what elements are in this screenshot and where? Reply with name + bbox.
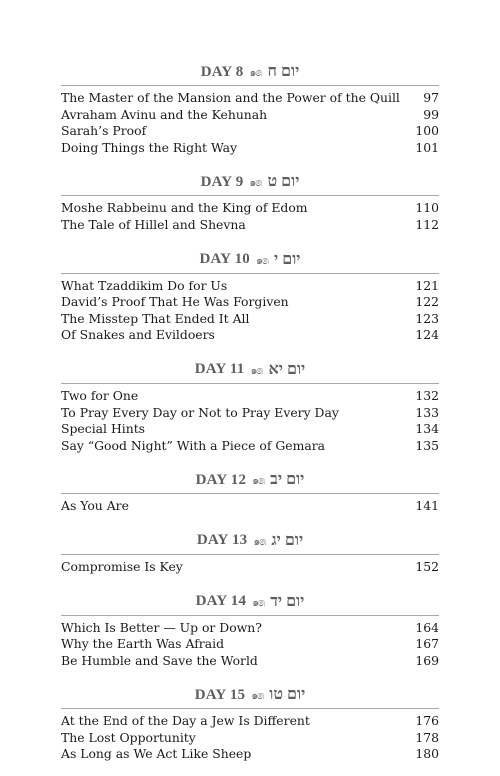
page-number: 176 [415, 713, 439, 729]
day-section [61, 467, 439, 515]
page-number: 132 [415, 387, 439, 403]
day-section [61, 59, 439, 156]
entry-title: As Long as We Act Like Sheep [61, 746, 252, 762]
page-number: 141 [415, 498, 439, 514]
day-section [61, 357, 439, 454]
toc-entry[interactable] [61, 217, 439, 234]
toc-entry[interactable] [61, 498, 439, 515]
day-label: DAY 14 [195, 593, 247, 609]
day-section [61, 169, 439, 233]
entry-title: Doing Things the Right Way [61, 139, 238, 155]
page-number: 122 [415, 294, 439, 310]
ornament-icon: ๑෧ [256, 254, 269, 267]
entry-title: As You Are [61, 498, 129, 514]
day-section [61, 528, 439, 576]
day-header [61, 59, 439, 86]
page-number: 101 [415, 139, 439, 155]
page-number: 134 [415, 421, 439, 437]
toc-entry[interactable] [61, 730, 439, 747]
entry-title: The Tale of Hillel and Shevna [61, 216, 246, 232]
day-header [61, 169, 439, 196]
page-number: 121 [415, 277, 439, 293]
entry-title: What Tzaddikim Do for Us [61, 277, 228, 293]
entry-title: Moshe Rabbeinu and the King of Edom [61, 200, 308, 216]
page-number: 167 [415, 636, 439, 652]
hebrew-day-label: יום טו [269, 686, 306, 704]
day-section [61, 682, 439, 763]
day-header [61, 528, 439, 555]
toc-entry[interactable] [61, 405, 439, 422]
entry-title: Two for One [61, 387, 139, 403]
ornament-icon: ๑෧ [251, 690, 264, 703]
page-number: 124 [415, 327, 439, 343]
hebrew-day-label: יום י [274, 250, 301, 268]
entry-title: The Master of the Mansion and the Power of the Quill [61, 90, 400, 105]
day-header [61, 247, 439, 274]
day-header [61, 357, 439, 384]
hebrew-day-label: יום יג [271, 531, 304, 549]
toc-entry[interactable] [61, 294, 439, 311]
entry-title: At the End of the Day a Jew Is Different [61, 713, 310, 729]
toc-entry[interactable] [61, 311, 439, 328]
page-number: 99 [423, 106, 439, 122]
entry-title: To Pray Every Day or Not to Pray Every Day [61, 404, 339, 420]
day-section [61, 589, 439, 670]
hebrew-day-label: יום ח [267, 63, 300, 80]
entry-title: Which Is Better — Up or Down? [61, 619, 262, 635]
ornament-icon: ๑෧ [249, 67, 262, 79]
page-number: 110 [415, 200, 439, 216]
day-label: DAY 9 [200, 173, 244, 190]
day-header [61, 589, 439, 616]
page-number: 135 [415, 437, 439, 453]
entry-title: Say “Good Night” With a Piece of Gemara [61, 437, 326, 453]
page-number: 100 [415, 123, 439, 139]
toc-entry[interactable] [61, 388, 439, 405]
ornament-icon: ๑෧ [250, 364, 263, 377]
entry-title: Sarah’s Proof [61, 123, 147, 139]
day-label: DAY 12 [195, 471, 247, 488]
toc-entry[interactable] [61, 636, 439, 653]
day-label: DAY 11 [194, 361, 245, 378]
hebrew-day-label: יום יב [270, 471, 305, 489]
toc-entry[interactable] [61, 278, 439, 295]
day-section [61, 247, 439, 344]
page-number: 169 [415, 652, 439, 668]
day-label: DAY 13 [196, 532, 248, 549]
ornament-icon: ๑෧ [249, 177, 262, 190]
page-number: 152 [415, 558, 439, 574]
toc-entry[interactable] [61, 90, 439, 107]
page-number: 133 [415, 404, 439, 420]
entry-title: The Lost Opportunity [61, 729, 196, 745]
day-label: DAY 10 [199, 251, 250, 268]
toc-entry[interactable] [61, 559, 439, 576]
toc-entry[interactable] [61, 327, 439, 344]
toc-entry[interactable] [61, 620, 439, 637]
day-label: DAY 15 [194, 686, 246, 703]
page-number: 97 [423, 90, 439, 105]
entry-title: Avraham Avinu and the Kehunah [61, 106, 268, 122]
entry-title: Of Snakes and Evildoers [61, 327, 215, 343]
page-number: 164 [415, 619, 439, 635]
toc-entry[interactable] [61, 140, 439, 157]
entry-title: Why the Earth Was Afraid [61, 636, 225, 652]
entry-title: Compromise Is Key [61, 558, 183, 574]
entry-title: Special Hints [61, 421, 146, 437]
toc-entry[interactable] [61, 107, 439, 124]
entry-title: The Misstep That Ended It All [61, 310, 250, 326]
day-header [61, 467, 439, 494]
hebrew-day-label: יום יא [268, 360, 306, 378]
toc-entry[interactable] [61, 653, 439, 670]
page-number: 178 [415, 729, 439, 745]
toc-entry[interactable] [61, 123, 439, 140]
page-number: 180 [415, 746, 439, 762]
ornament-icon: ๑෧ [253, 535, 266, 548]
ornament-icon: ๑෧ [252, 596, 265, 609]
entry-title: David’s Proof That He Was Forgiven [61, 294, 289, 310]
day-header [61, 682, 439, 709]
toc-entry[interactable] [61, 746, 439, 763]
toc-entry[interactable] [61, 438, 439, 455]
hebrew-day-label: יום ט [267, 173, 300, 191]
hebrew-day-label: יום יד [270, 592, 305, 610]
toc-entry[interactable] [61, 200, 439, 217]
entry-title: Be Humble and Save the World [61, 652, 258, 668]
toc-entry[interactable] [61, 421, 439, 438]
day-label: DAY 8 [200, 63, 244, 80]
table-of-contents [61, 59, 439, 776]
toc-entry[interactable] [61, 713, 439, 730]
page-number: 123 [415, 310, 439, 326]
page-number: 112 [415, 216, 439, 232]
ornament-icon: ๑෧ [252, 475, 265, 488]
